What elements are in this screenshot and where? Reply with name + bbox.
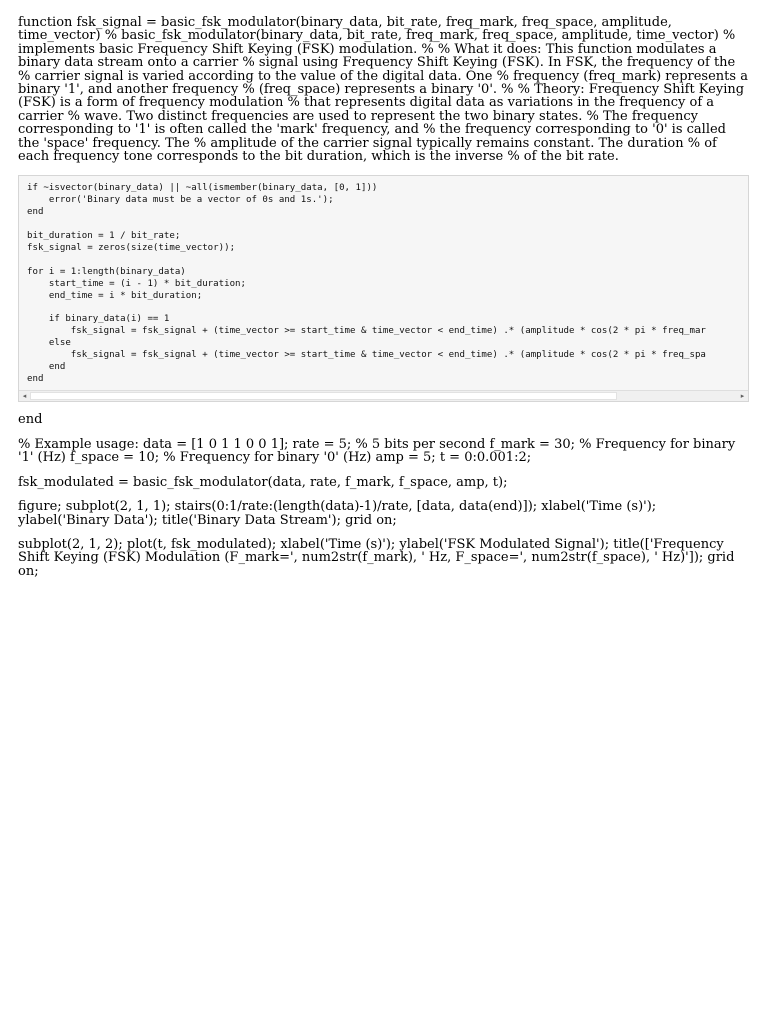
code-line: if binary_data(i) == 1 — [27, 314, 170, 325]
code-line: if ~isvector(binary_data) || ~all(ismember(binary_data, [0, 1])) — [27, 183, 378, 194]
scroll-left-icon[interactable]: ◂ — [19, 391, 30, 401]
code-line: end — [27, 362, 66, 373]
code-line: error('Binary data must be a vector of 0s and 1s.'); — [27, 195, 334, 206]
code-line: fsk_signal = fsk_signal + (time_vector >= start_time & time_vector < end_time) .* (amplitude * cos(2 * pi * freq_mar — [27, 326, 706, 337]
subplot-code: subplot(2, 1, 2); plot(t, fsk_modulated); xlabel('Time (s)'); ylabel('FSK Modulated Signal'); title(['Frequency Shift Keying (FSK) Modulation (F_mark=', num2str(f_mark), ' Hz, F_space=', num2str(f_space), ' Hz)']); grid on; — [18, 536, 735, 579]
code-block[interactable] — [18, 175, 749, 402]
code-line: else — [27, 338, 71, 349]
code-line: end — [27, 373, 44, 384]
code-line: for i = 1:length(binary_data) — [27, 266, 186, 277]
scroll-right-icon[interactable]: ▸ — [737, 391, 748, 401]
scrollbar-thumb[interactable] — [30, 392, 617, 400]
code-line: bit_duration = 1 / bit_rate; — [27, 231, 181, 242]
example-usage: % Example usage: data = [1 0 1 1 0 0 1]; rate = 5; % 5 bits per second f_mark = 30; % Frequency for binary '1' (Hz) f_space = 10; % Frequency for binary '0' (Hz) amp = 5; t = 0:0.001:2; — [18, 436, 736, 466]
modulator-call: fsk_modulated = basic_fsk_modulator(data, rate, f_mark, f_space, amp, t); — [18, 474, 508, 490]
code-line: end — [27, 207, 44, 218]
function-description: function fsk_signal = basic_fsk_modulator(binary_data, bit_rate, freq_mark, freq_space, amplitude, time_vector) % basic_fsk_modulator(binary_data, bit_rate, freq_mark, freq_space, amplitude, time_vector) % implements basic Frequency Shift Keying (FSK) modulation. % % What it does: This function modulates a binary data stream onto a carrier % signal using Frequency Shift Keying (FSK). In FSK, the frequency of the % carrier signal is varied according to the value of the digital data. One % frequency (freq_mark) represents a binary '1', and another frequency % (freq_space) represents a binary '0'. % % Theory: Frequency Shift Keying (FSK) is a form of frequency modulation % that represents digital data as variations in the frequency of a carrier % wave. Two distinct frequencies are used to represent the two binary states. % The frequency corresponding to '1' is often called the 'mark' frequency, and % the frequency corresponding to '0' is called the 'space' frequency. The % amplitude of the carrier signal typically remains constant. The duration % of each frequency tone corresponds to the bit duration, which is the inverse % of the bit rate. — [18, 15, 748, 165]
code-text — [19, 176, 748, 385]
code-scroll-area[interactable] — [19, 176, 748, 390]
code-line: end_time = i * bit_duration; — [27, 290, 203, 301]
end-keyword: end — [18, 412, 43, 428]
figure-code: figure; subplot(2, 1, 1); stairs(0:1/rate:(length(data)-1)/rate, [data, data(end)]); xlabel('Time (s)'); ylabel('Binary Data'); title('Binary Data Stream'); grid on; — [18, 499, 657, 528]
code-line: start_time = (i - 1) * bit_duration; — [27, 278, 246, 289]
horizontal-scrollbar[interactable] — [19, 390, 748, 401]
code-line: fsk_signal = fsk_signal + (time_vector >= start_time & time_vector < end_time) .* (amplitude * cos(2 * pi * freq_spa — [27, 350, 706, 361]
code-line: fsk_signal = zeros(size(time_vector)); — [27, 243, 236, 253]
